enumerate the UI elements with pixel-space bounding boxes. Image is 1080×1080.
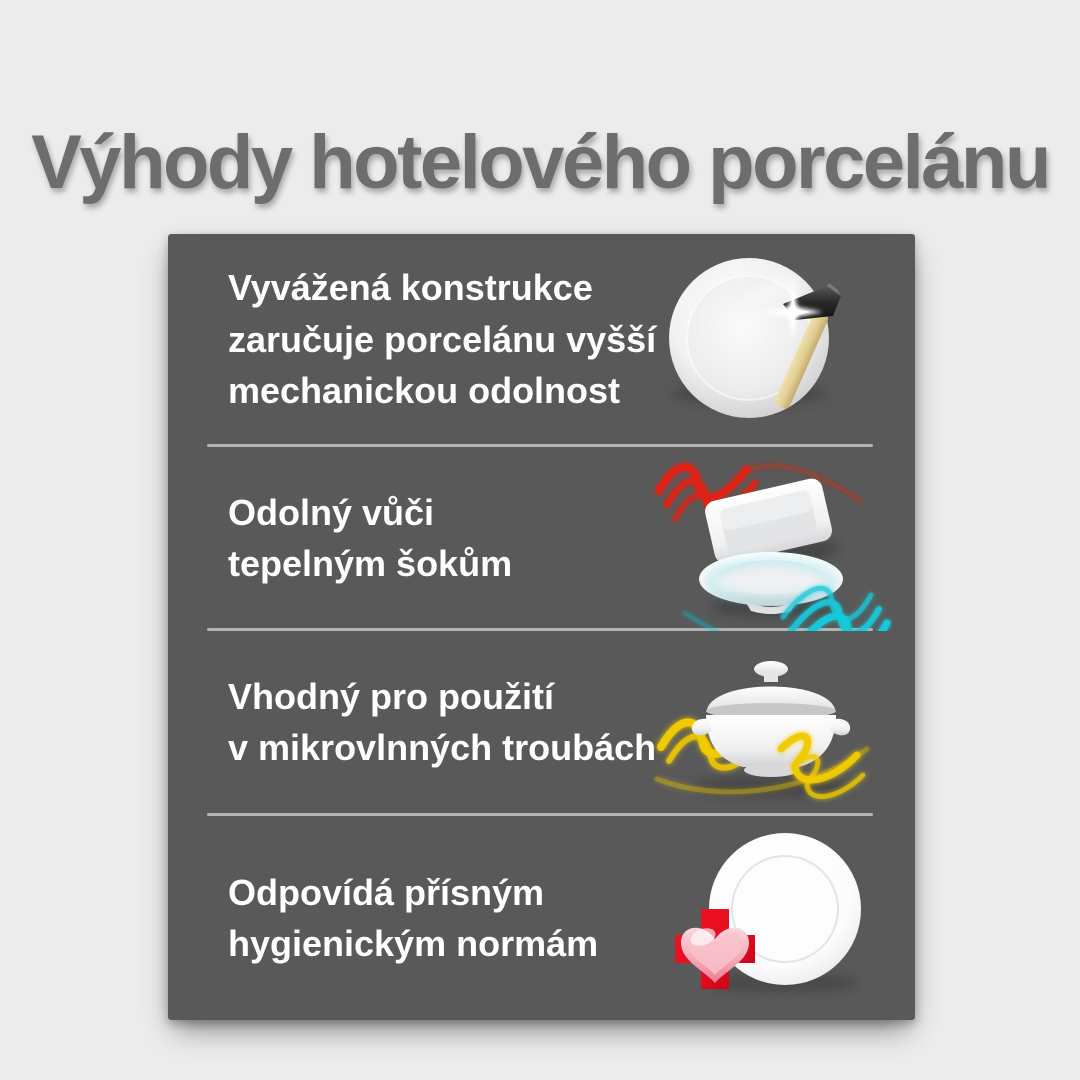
benefit-text-line: Odpovídá přísným — [228, 871, 545, 913]
plate-hammer-icon — [653, 246, 893, 432]
benefit-text-hygiene — [228, 867, 658, 969]
benefit-text-microwave — [228, 671, 658, 773]
benefit-text-line: zaručuje porcelánu vyšší — [228, 318, 657, 360]
benefit-row-mechanical — [168, 234, 915, 444]
benefit-row-thermal — [168, 447, 915, 628]
benefit-text-line: v mikrovlnných troubách — [228, 727, 657, 768]
benefits-card — [168, 234, 915, 1020]
benefit-text-mechanical — [228, 262, 658, 415]
benefit-text-line: tepelným šokům — [228, 542, 513, 584]
benefit-text-line: Vhodný pro použití — [228, 675, 554, 717]
benefit-row-hygiene — [168, 816, 915, 1020]
benefit-text-line: hygienickým normám — [228, 922, 599, 964]
benefit-text-line: Vyvážená konstrukce — [228, 267, 593, 309]
benefit-text-line: mechanickou odolnost — [228, 369, 621, 411]
benefit-row-microwave — [168, 631, 915, 812]
page-title: Výhody hotelového porcelánu — [31, 119, 1049, 205]
benefit-text-line: Odolný vůči — [228, 491, 435, 533]
plate-cross-heart-icon — [653, 825, 893, 1011]
tureen-microwave-icon — [653, 629, 893, 815]
hot-cold-dishes-icon — [653, 445, 893, 631]
benefit-text-thermal — [228, 487, 658, 589]
